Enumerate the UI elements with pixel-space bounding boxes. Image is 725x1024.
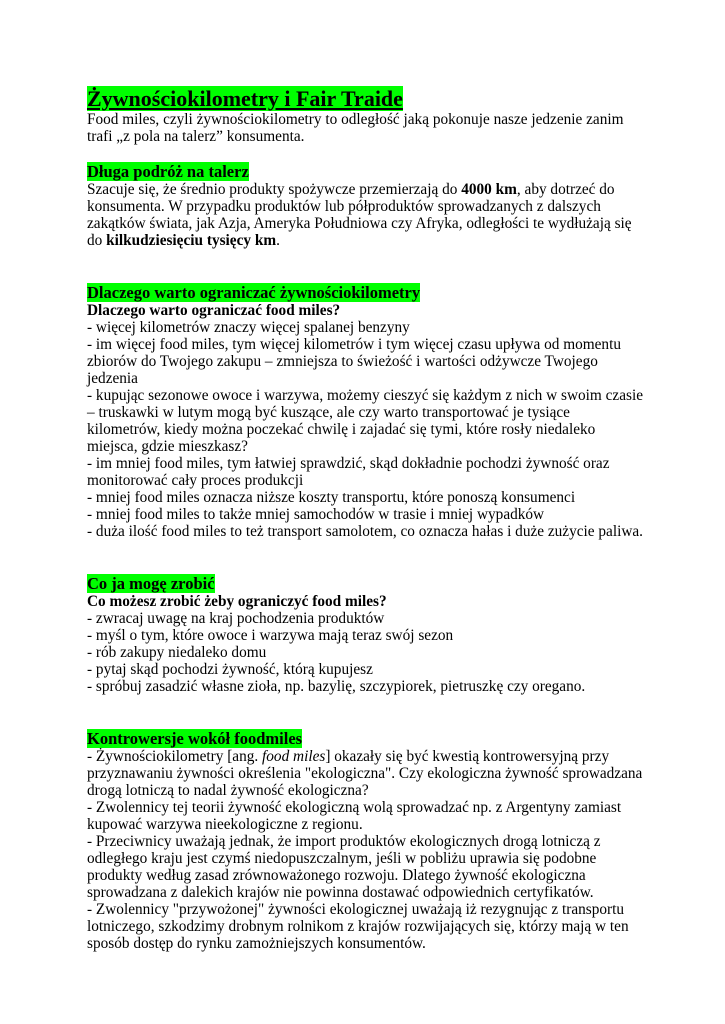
list-item: - im więcej food miles, tym więcej kilometrów i tym więcej czasu upływa od momentu zbiorów do Twojego zakupu – zmniejsza to świeżość i wartości odżywcze Twojego jedzenia	[87, 336, 621, 387]
list-item: - więcej kilometrów znaczy więcej spalanej benzyny	[87, 319, 410, 336]
distance-highlight-2: kilkudziesięciu tysięcy km	[106, 232, 277, 249]
section-paragraph: - Zwolennicy tej teorii żywność ekologiczną wolą sprowadzać np. z Argentyny zamiast kupować warzywa nieekologiczne z regionu.	[87, 799, 622, 833]
list-item: - pytaj skąd pochodzi żywność, którą kupujesz	[87, 661, 373, 678]
document-title: Żywnościokilometry i Fair Traide	[87, 86, 403, 111]
list-item: - im mniej food miles, tym łatwiej sprawdzić, skąd dokładnie pochodzi żywność oraz monitorować cały proces produkcji	[87, 455, 610, 489]
section-controversies	[87, 729, 647, 952]
section-subheading: Co możesz zrobić żeby ograniczyć food miles?	[87, 593, 387, 610]
distance-highlight: 4000 km	[461, 181, 517, 198]
section-subheading: Dlaczego warto ograniczać food miles?	[87, 302, 341, 319]
document-page	[87, 86, 647, 952]
section-paragraph: - Zwolennicy "przywożonej" żywności ekologicznej uważają iż rezygnując z transportu lotniczego, szkodzimy drobnym rolnikom z krajów rozwijających się, którzy mają w ten sposób dostęp do rynku zamożniejszych konsumentów.	[87, 901, 629, 952]
section-paragraph: Szacuje się, że średnio produkty spożywcze przemierzają do 4000 km, aby dotrzeć do konsumenta. W przypadku produktów lub półproduktów sprowadzanych z dalszych zakątków świata, jak Azja, Ameryka Południowa czy Afryka, odległości te wydłużają się do kilkudziesięciu tysięcy km.	[87, 181, 632, 249]
term-italic: food miles	[262, 748, 326, 765]
list-item: - duża ilość food miles to też transport samolotem, co oznacza hałas i duże zużycie paliwa.	[87, 523, 643, 540]
tips-list	[87, 610, 647, 695]
list-item: - spróbuj zasadzić własne zioła, np. bazylię, szczypiorek, pietruszkę czy oregano.	[87, 678, 586, 695]
section-long-journey	[87, 162, 647, 249]
list-item: - mniej food miles to także mniej samochodów w trasie i mniej wypadków	[87, 506, 545, 523]
list-item: - rób zakupy niedaleko domu	[87, 644, 267, 661]
list-item: - zwracaj uwagę na kraj pochodzenia produktów	[87, 610, 385, 627]
section-heading: Długa podróż na talerz	[87, 162, 249, 181]
section-what-can-i-do	[87, 574, 647, 695]
list-item: - mniej food miles oznacza niższe koszty transportu, które ponoszą konsumenci	[87, 489, 576, 506]
section-paragraph: - Żywnościokilometry [ang. food miles] okazały się być kwestią kontrowersyjną przy przyznawaniu żywności określenia "ekologiczna". Czy ekologiczna żywność sprowadzana drogą lotniczą to nadal żywność ekologiczna?	[87, 748, 643, 799]
reasons-list	[87, 319, 647, 540]
list-item: - kupując sezonowe owoce i warzywa, możemy cieszyć się każdym z nich w swoim czasie – truskawki w lutym mogą być kuszące, ale czy warto transportować je tysiące kilometrów, kiedy można poczekać chwilę i zajadać się tymi, które rosły niedaleko miejsca, gdzie mieszkasz?	[87, 387, 643, 455]
section-why-limit	[87, 283, 647, 540]
section-paragraph: - Przeciwnicy uważają jednak, że import produktów ekologicznych drogą lotniczą z odległego kraju jest czymś niedopuszczalnym, jeśli w pobliżu uprawia się podobne produkty według zasad zrównoważonego rozwoju. Dlatego żywność ekologiczna sprowadzana z dalekich krajów nie powinna dostawać odpowiednich certyfikatów.	[87, 833, 601, 901]
list-item: - myśl o tym, które owoce i warzywa mają teraz swój sezon	[87, 627, 454, 644]
section-heading: Co ja mogę zrobić	[87, 574, 215, 593]
section-heading: Kontrowersje wokół foodmiles	[87, 729, 303, 748]
intro-paragraph: Food miles, czyli żywnościokilometry to odległość jaką pokonuje nasze jedzenie zanim trafi „z pola na talerz” konsumenta.	[87, 111, 624, 145]
section-heading: Dlaczego warto ograniczać żywnościokilometry	[87, 283, 421, 302]
